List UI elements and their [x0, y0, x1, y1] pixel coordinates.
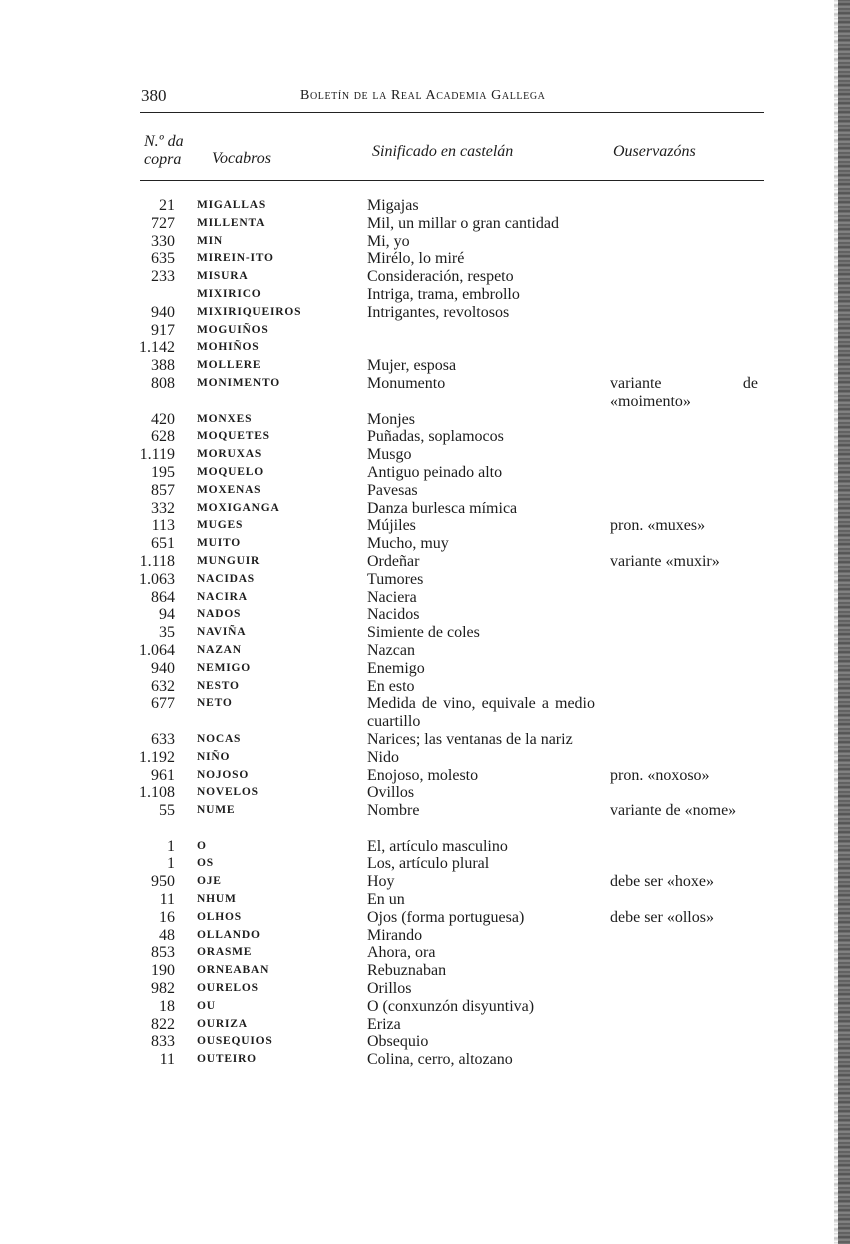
entry-number: 632: [151, 677, 175, 695]
glossary-row: [0, 962, 850, 980]
entry-meaning: Mújiles: [367, 517, 416, 535]
entry-note: variante de «moimento»: [610, 374, 758, 410]
glossary-row: [0, 891, 850, 909]
glossary-row: [0, 767, 850, 785]
entry-meaning: Los, artículo plural: [367, 855, 490, 873]
glossary-row: [0, 571, 850, 589]
entry-meaning: En un: [367, 891, 405, 909]
header-rule: [140, 112, 764, 113]
entry-word: NOCAS: [197, 732, 242, 745]
glossary-row: [0, 428, 850, 446]
entry-word: NOJOSO: [197, 768, 250, 781]
entry-meaning: Nido: [367, 748, 399, 766]
glossary-row: [0, 980, 850, 998]
entry-number: 950: [151, 873, 175, 891]
entry-word: MIXIRICO: [197, 287, 262, 300]
glossary-row: [0, 1051, 850, 1069]
entry-word: MOHIÑOS: [197, 341, 260, 354]
entry-word: MIREIN-ITO: [197, 252, 274, 265]
entry-number: 633: [151, 730, 175, 748]
entry-number: 857: [151, 481, 175, 499]
entry-number: 21: [159, 197, 175, 214]
glossary-row: [0, 233, 850, 251]
glossary-row: [0, 660, 850, 678]
entry-word: MUNGUIR: [197, 554, 261, 567]
entry-meaning: Colina, cerro, altozano: [367, 1051, 513, 1069]
entry-word: MORUXAS: [197, 448, 263, 461]
glossary-row: [0, 838, 850, 856]
running-head: Boletín de la Real Academia Gallega: [300, 88, 546, 103]
entry-note: pron. «noxoso»: [610, 766, 710, 784]
glossary-row: [0, 268, 850, 286]
entry-meaning: Nacidos: [367, 606, 420, 624]
entry-meaning: Mirélo, lo miré: [367, 250, 465, 268]
entry-number: 1.192: [139, 748, 175, 766]
entry-number: 420: [151, 410, 175, 428]
entry-meaning: Rebuznaban: [367, 962, 447, 980]
entry-word: MOQUETES: [197, 430, 270, 443]
entry-word: O: [197, 839, 207, 852]
entry-meaning: Antiguo peinado alto: [367, 463, 503, 481]
entry-number: 1.119: [139, 446, 175, 464]
entry-meaning: Mucho, muy: [367, 535, 449, 553]
entry-word: OLHOS: [197, 910, 242, 923]
entry-number: 94: [159, 606, 175, 624]
entry-word: NADOS: [197, 608, 242, 621]
entry-meaning: Mujer, esposa: [367, 357, 457, 375]
entry-number: 961: [151, 766, 175, 784]
glossary-row: [0, 695, 850, 731]
entry-word: OURIZA: [197, 1017, 248, 1030]
entry-meaning: Nombre: [367, 802, 420, 820]
entry-number: 635: [151, 250, 175, 268]
entry-number: 11: [159, 1051, 175, 1069]
entry-meaning: El, artículo masculino: [367, 837, 508, 855]
glossary-row: [0, 197, 850, 215]
glossary-row: [0, 855, 850, 873]
entry-word: NACIRA: [197, 590, 248, 603]
entry-note: debe ser «ollos»: [610, 908, 714, 926]
entry-number: 1.064: [139, 641, 175, 659]
column-header-number-line2: copra: [144, 151, 182, 168]
entry-word: OJE: [197, 875, 222, 888]
entry-word: NHUM: [197, 893, 237, 906]
glossary-row: [0, 339, 850, 357]
entry-number: 330: [151, 232, 175, 250]
entry-word: NESTO: [197, 679, 240, 692]
entry-meaning: Ordeñar: [367, 552, 420, 570]
entry-meaning: Puñadas, soplamocos: [367, 428, 504, 446]
entry-number: 1.118: [139, 552, 175, 570]
entry-word: MONIMENTO: [197, 376, 281, 389]
entry-meaning: Nazcan: [367, 641, 415, 659]
entry-meaning: Monjes: [367, 410, 415, 428]
entry-number: 1.063: [139, 570, 175, 588]
entry-word: OU: [197, 999, 216, 1012]
glossary-row: [0, 464, 850, 482]
entry-number: 1: [167, 837, 175, 855]
entry-word: OURELOS: [197, 982, 259, 995]
entry-note: debe ser «hoxe»: [610, 873, 714, 891]
glossary-row: [0, 1033, 850, 1051]
entry-word: ORASME: [197, 946, 253, 959]
column-header-number: [144, 133, 184, 169]
entry-meaning: Mi, yo: [367, 232, 410, 250]
entry-word: MOQUELO: [197, 465, 264, 478]
entry-word: NEMIGO: [197, 661, 251, 674]
entry-number: 1: [167, 855, 175, 873]
entry-meaning: Ojos (forma portuguesa): [367, 908, 525, 926]
glossary-row: [0, 927, 850, 945]
glossary-row: [0, 553, 850, 571]
entry-word: MOLLERE: [197, 359, 262, 372]
glossary-row: [0, 642, 850, 660]
glossary-row: [0, 873, 850, 891]
entry-number: 917: [151, 321, 175, 339]
entry-meaning: Pavesas: [367, 481, 418, 499]
glossary-row: [0, 446, 850, 464]
entry-number: 651: [151, 535, 175, 553]
entry-meaning: En esto: [367, 677, 415, 695]
entry-number: 982: [151, 980, 175, 998]
entry-number: 388: [151, 357, 175, 375]
glossary-row: [0, 286, 850, 304]
entry-word: NUME: [197, 804, 236, 817]
entry-number: 727: [151, 214, 175, 232]
entry-word: OUTEIRO: [197, 1053, 257, 1066]
entry-meaning: Simiente de coles: [367, 624, 480, 642]
entry-number: 233: [151, 268, 175, 286]
entry-number: 332: [151, 499, 175, 517]
glossary-row: [0, 535, 850, 553]
glossary-row: [0, 482, 850, 500]
entry-word: NOVELOS: [197, 786, 259, 799]
entry-number: 195: [151, 463, 175, 481]
entry-meaning: Consideración, respeto: [367, 268, 514, 286]
entry-word: NAVIÑA: [197, 626, 247, 639]
page-number: 380: [141, 86, 167, 105]
entry-meaning: O (conxunzón disyuntiva): [367, 997, 535, 1015]
entry-word: MONXES: [197, 412, 253, 425]
entry-meaning: Musgo: [367, 446, 412, 464]
entry-meaning: Ovillos: [367, 784, 415, 802]
entry-meaning: Narices; las ventanas de la nariz: [367, 730, 573, 748]
entry-number: 822: [151, 1015, 175, 1033]
entry-word: OLLANDO: [197, 928, 261, 941]
entry-meaning: [367, 339, 595, 357]
entry-meaning: Tumores: [367, 570, 424, 588]
glossary-row: [0, 304, 850, 322]
entry-word: MISURA: [197, 270, 249, 283]
entry-meaning: Intrigantes, revoltosos: [367, 303, 510, 321]
entry-number: 864: [151, 588, 175, 606]
entry-word: NAZAN: [197, 643, 242, 656]
entry-word: NIÑO: [197, 750, 231, 763]
glossary-row: [0, 731, 850, 749]
entry-word: OUSEQUIOS: [197, 1035, 273, 1048]
entry-word: MUITO: [197, 537, 242, 550]
entry-number: 35: [159, 624, 175, 642]
glossary-row: [0, 678, 850, 696]
entry-word: NACIDAS: [197, 572, 255, 585]
entry-meaning: [367, 322, 595, 340]
entry-meaning: Mirando: [367, 926, 423, 944]
entry-meaning: Enemigo: [367, 659, 425, 677]
entry-word: NETO: [197, 697, 233, 710]
glossary-row: [0, 606, 850, 624]
glossary-row: [0, 357, 850, 375]
column-header-number-line1: N.º da: [144, 133, 184, 150]
entry-word: MILLENTA: [197, 216, 266, 229]
glossary-row: [0, 517, 850, 535]
entry-number: 940: [151, 303, 175, 321]
entry-number: 18: [159, 997, 175, 1015]
entry-number: 55: [159, 802, 175, 820]
entry-word: MOXENAS: [197, 483, 262, 496]
entry-number: 833: [151, 1033, 175, 1051]
entry-word: MOXIGANGA: [197, 501, 280, 514]
column-header-meaning: Sinificado en castelán: [372, 143, 514, 160]
entry-meaning: Monumento: [367, 374, 446, 392]
entry-note: variante de «nome»: [610, 802, 737, 820]
entry-number: 113: [151, 517, 175, 535]
entry-meaning: Orillos: [367, 980, 412, 998]
entry-meaning: Migajas: [367, 197, 419, 214]
column-header-notes: Ouservazóns: [613, 143, 696, 160]
table-header-rule: [140, 180, 764, 181]
glossary-row: [0, 393, 850, 411]
entry-meaning: Hoy: [367, 873, 395, 891]
entry-word: OS: [197, 857, 214, 870]
entry-number: 940: [151, 659, 175, 677]
glossary-row: [0, 215, 850, 233]
glossary-row: [0, 411, 850, 429]
entry-number: 11: [159, 891, 175, 909]
entry-note: pron. «muxes»: [610, 517, 706, 535]
entry-number: 1.108: [139, 784, 175, 802]
glossary-row: [0, 624, 850, 642]
glossary-row: [0, 322, 850, 340]
glossary-row: [0, 784, 850, 802]
entry-number: 1.142: [139, 339, 175, 357]
entry-word: MIGALLAS: [197, 199, 267, 211]
glossary-row: [0, 589, 850, 607]
entry-meaning: Medida de vino, equivale a medio cuartillo: [367, 695, 595, 731]
glossary-row: [0, 944, 850, 962]
entry-word: MIXIRIQUEIROS: [197, 305, 302, 318]
entry-meaning: Enojoso, molesto: [367, 766, 479, 784]
entry-word: MIN: [197, 234, 224, 247]
entry-word: MUGES: [197, 519, 244, 532]
glossary-row: [0, 500, 850, 518]
entry-meaning: Intriga, trama, embrollo: [367, 285, 520, 303]
entry-word: ORNEABAN: [197, 964, 270, 977]
glossary-row: [0, 820, 850, 838]
glossary-row: [0, 802, 850, 820]
entry-number: 48: [159, 926, 175, 944]
glossary-row: [0, 909, 850, 927]
entry-meaning: Eriza: [367, 1015, 401, 1033]
glossary-row: [0, 998, 850, 1016]
entry-meaning: Obsequio: [367, 1033, 429, 1051]
glossary-row: [0, 250, 850, 268]
entry-number: 677: [151, 695, 175, 713]
entry-number: 853: [151, 944, 175, 962]
column-header-vocabulary: Vocabros: [212, 150, 271, 167]
entry-number: 190: [151, 962, 175, 980]
entry-number: 808: [151, 374, 175, 392]
entry-meaning: Danza burlesca mímica: [367, 499, 518, 517]
entry-number: 16: [159, 908, 175, 926]
glossary-row: [0, 374, 850, 410]
entry-number: 628: [151, 428, 175, 446]
glossary-row: [0, 749, 850, 767]
entry-meaning: Ahora, ora: [367, 944, 436, 962]
entry-meaning: Mil, un millar o gran cantidad: [367, 214, 559, 232]
entry-meaning: Naciera: [367, 588, 417, 606]
entry-word: MOGUIÑOS: [197, 323, 269, 336]
entry-note: variante «muxir»: [610, 552, 720, 570]
glossary-entries: [0, 197, 850, 1069]
glossary-row: [0, 1016, 850, 1034]
